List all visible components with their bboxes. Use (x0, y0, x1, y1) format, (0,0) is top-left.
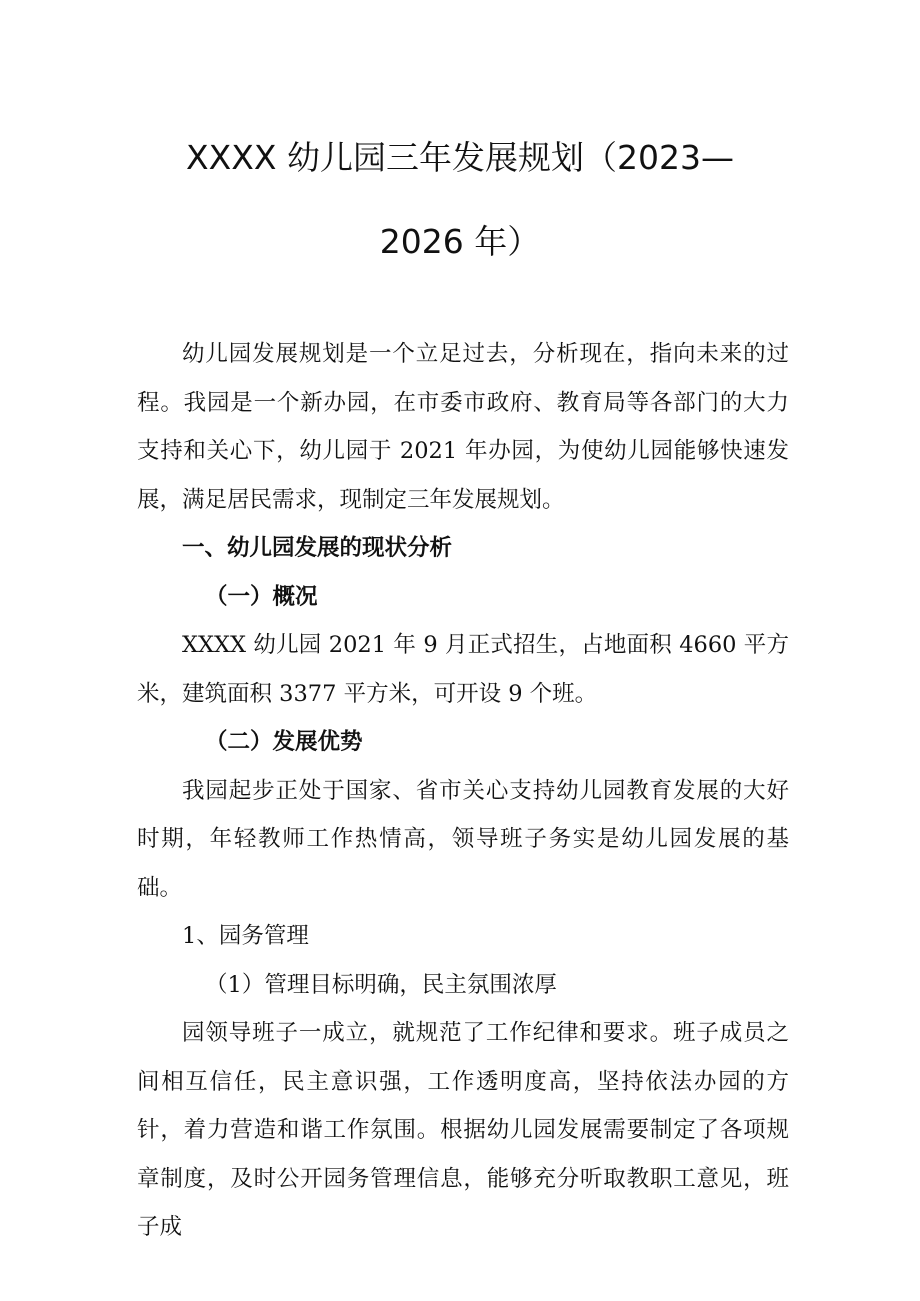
overview-paragraph: XXXX 幼儿园 2021 年 9 月正式招生，占地面积 4660 平方米，建筑面积 3377 平方米，可开设 9 个班。 (137, 632, 789, 707)
item-subheading-goals: （1）管理目标明确，民主氛围浓厚 (205, 971, 557, 998)
item-heading-management: 1、园务管理 (182, 923, 309, 949)
subsection-heading-advantages: （二）发展优势 (205, 729, 363, 755)
subsection-heading-overview: （一）概况 (205, 583, 318, 610)
document-title-line-2: 2026 年） (379, 222, 541, 261)
advantages-paragraph: 我园起步正处于国家、省市关心支持幼儿园教育发展的大好时期，年轻教师工作热情高，领导班子务实是幼儿园发展的基础。 (137, 777, 789, 901)
management-paragraph: 园领导班子一成立，就规范了工作纪律和要求。班子成员之间相互信任，民主意识强，工作透明度高，坚持依法办园的方针，着力营造和谐工作氛围。根据幼儿园发展需要制定了各项规章制度，及时公开园务管理信息，能够充分听取教职工意见，班子成 (137, 1020, 789, 1240)
section-heading-1: 一、幼儿园发展的现状分析 (182, 535, 453, 561)
intro-paragraph: 幼儿园发展规划是一个立足过去，分析现在，指向未来的过程。我园是一个新办园，在市委市政府、教育局等各部门的大力支持和关心下，幼儿园于 2021 年办园，为使幼儿园能够快速发展，满足居民需求，现制定三年发展规划。 (137, 341, 789, 513)
document-body (137, 330, 789, 1252)
document-title-line-1: XXXX 幼儿园三年发展规划（2023— (186, 138, 734, 177)
